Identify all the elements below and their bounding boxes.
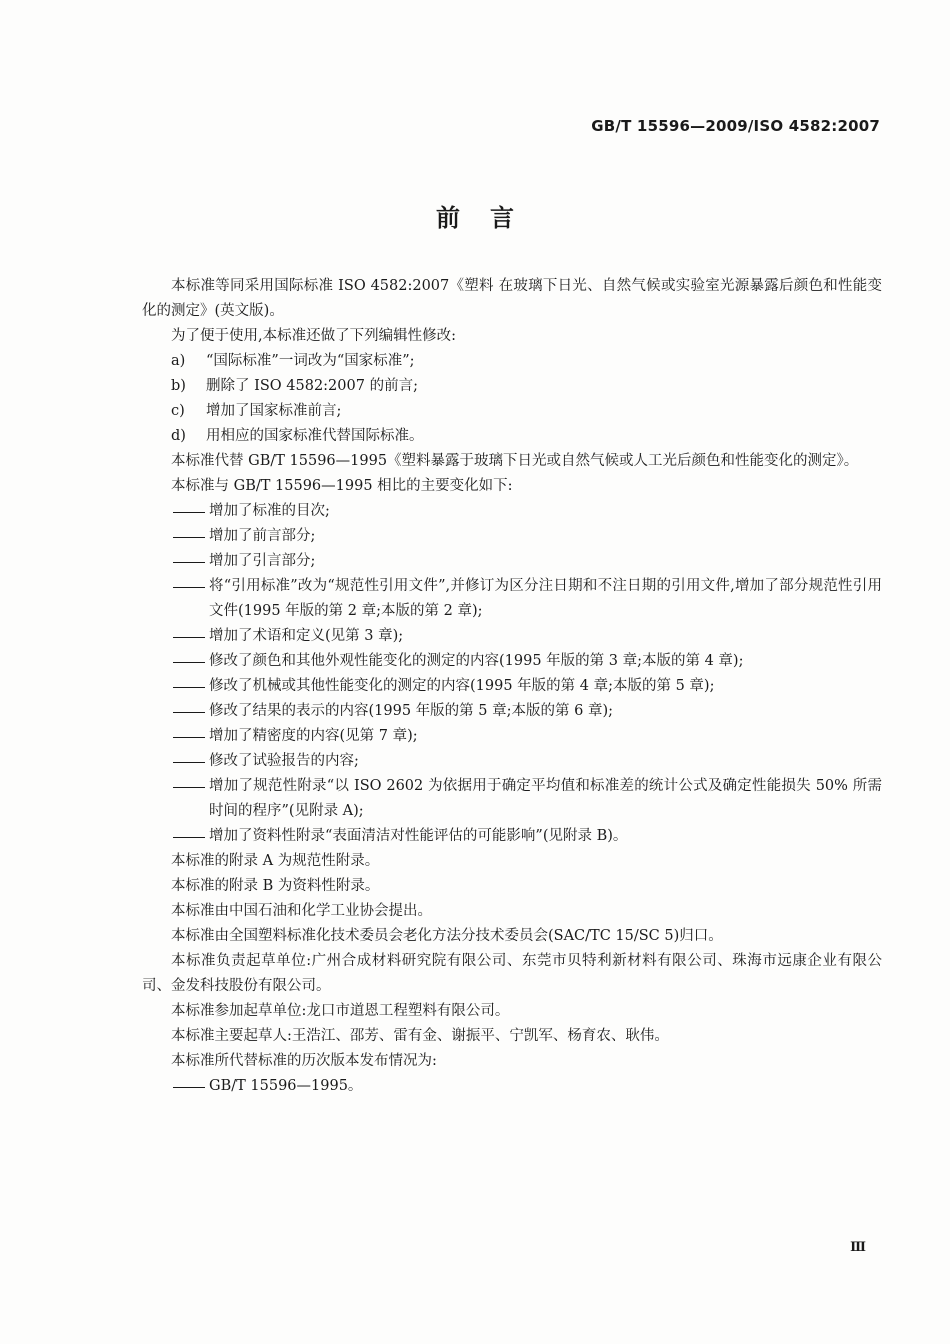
dash-marker [171, 649, 209, 674]
dash-marker [171, 549, 209, 574]
change-text: 增加了标准的目次; [209, 503, 330, 519]
paragraph-adoption: 本标准等同采用国际标准 ISO 4582:2007《塑料 在玻璃下日光、自然气候或实验室光源暴露后颜色和性能变化的测定》(英文版)。 [142, 278, 882, 319]
edit-item [142, 424, 882, 449]
dash-marker [171, 699, 209, 724]
dash-marker [171, 499, 209, 524]
change-text: 增加了引言部分; [209, 553, 316, 569]
change-item [142, 674, 882, 699]
paragraph-annex-b: 本标准的附录 B 为资料性附录。 [171, 878, 380, 894]
change-item [142, 699, 882, 724]
paragraph-participating-units: 本标准参加起草单位:龙口市道恩工程塑料有限公司。 [171, 1003, 510, 1019]
change-text: 增加了资料性附录“表面清洁对性能评估的可能影响”(见附录 B)。 [209, 828, 628, 844]
paragraph-edits-intro: 为了便于使用,本标准还做了下列编辑性修改: [171, 328, 456, 344]
edit-marker: d) [171, 428, 186, 444]
paragraph-annex-a: 本标准的附录 A 为规范性附录。 [171, 853, 380, 869]
standard-code: GB/T 15596—2009/ISO 4582:2007 [591, 117, 880, 135]
history-item [142, 1074, 882, 1099]
change-item [142, 624, 882, 649]
change-text: 增加了精密度的内容(见第 7 章); [209, 728, 418, 744]
paragraph-proposer: 本标准由中国石油和化学工业协会提出。 [171, 903, 432, 919]
change-text: 增加了前言部分; [209, 528, 316, 544]
edit-marker: a) [171, 353, 186, 369]
change-text: 修改了结果的表示的内容(1995 年版的第 5 章;本版的第 6 章); [209, 703, 613, 719]
dash-marker [171, 1074, 209, 1099]
edit-text: 用相应的国家标准代替国际标准。 [206, 428, 424, 444]
edit-text: “国际标准”一词改为“国家标准”; [206, 353, 415, 369]
paragraph-replaces: 本标准代替 GB/T 15596—1995《塑料暴露于玻璃下日光或自然气候或人工光后颜色和性能变化的测定》。 [171, 453, 859, 469]
foreword-body [142, 274, 882, 1099]
change-item [142, 574, 882, 624]
dash-marker [171, 724, 209, 749]
history-text: GB/T 15596—1995。 [209, 1078, 363, 1094]
change-text: 将“引用标准”改为“规范性引用文件”,并修订为区分注日期和不注日期的引用文件,增加了部分规范性引用文件(1995 年版的第 2 章;本版的第 2 章); [209, 578, 882, 619]
paragraph-changes-intro: 本标准与 GB/T 15596—1995 相比的主要变化如下: [171, 478, 513, 494]
paragraph-history-intro: 本标准所代替标准的历次版本发布情况为: [171, 1053, 437, 1069]
page-title: 前言 [436, 204, 544, 232]
change-item [142, 774, 882, 824]
dash-marker [171, 624, 209, 649]
edit-text: 删除了 ISO 4582:2007 的前言; [206, 378, 418, 394]
edit-item [142, 399, 882, 424]
edit-item [142, 349, 882, 374]
edit-marker: c) [171, 403, 185, 419]
dash-marker [171, 574, 209, 624]
dash-marker [171, 674, 209, 699]
edit-text: 增加了国家标准前言; [206, 403, 342, 419]
change-text: 修改了试验报告的内容; [209, 753, 359, 769]
change-text: 修改了机械或其他性能变化的测定的内容(1995 年版的第 4 章;本版的第 5 章); [209, 678, 715, 694]
change-text: 修改了颜色和其他外观性能变化的测定的内容(1995 年版的第 3 章;本版的第 4 章); [209, 653, 744, 669]
dash-marker [171, 824, 209, 849]
change-text: 增加了术语和定义(见第 3 章); [209, 628, 404, 644]
change-item [142, 724, 882, 749]
change-item [142, 549, 882, 574]
paragraph-committee: 本标准由全国塑料标准化技术委员会老化方法分技术委员会(SAC/TC 15/SC 5)归口。 [171, 928, 723, 944]
paragraph-drafters: 本标准主要起草人:王浩江、邵芳、雷有金、谢振平、宁凯军、杨育农、耿伟。 [171, 1028, 669, 1044]
change-item [142, 649, 882, 674]
change-text: 增加了规范性附录“以 ISO 2602 为依据用于确定平均值和标准差的统计公式及确定性能损失 50% 所需时间的程序”(见附录 A); [209, 778, 882, 819]
change-item [142, 749, 882, 774]
edit-marker: b) [171, 378, 186, 394]
paragraph-drafting-units: 本标准负责起草单位:广州合成材料研究院有限公司、东莞市贝特利新材料有限公司、珠海市远康企业有限公司、金发科技股份有限公司。 [142, 953, 882, 994]
change-item [142, 499, 882, 524]
dash-marker [171, 524, 209, 549]
edit-item [142, 374, 882, 399]
dash-marker [171, 749, 209, 774]
change-item [142, 524, 882, 549]
page-number: Ⅲ [850, 1240, 866, 1255]
change-item [142, 824, 882, 849]
dash-marker [171, 774, 209, 824]
